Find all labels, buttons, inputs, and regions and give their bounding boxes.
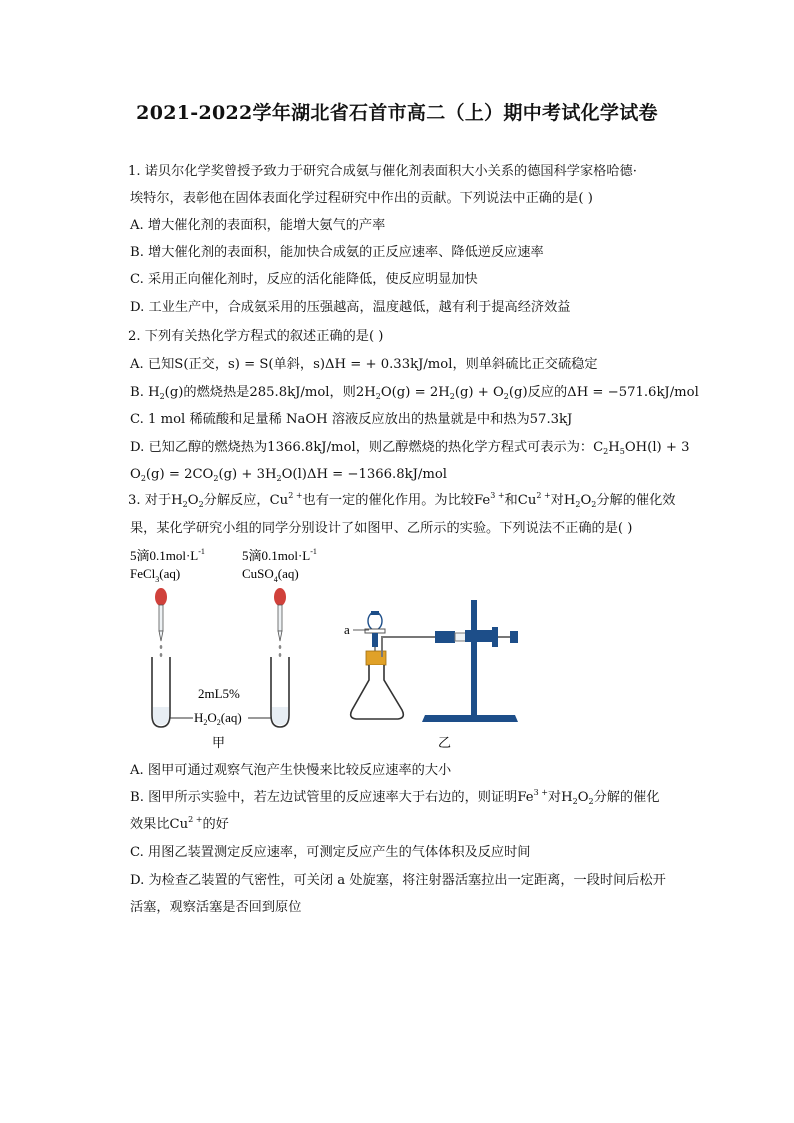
right-drop-label: 5滴$0.1mol\cdot L^{-1}$ <box>242 547 317 563</box>
question-3-option-a: A. 图甲可通过观察气泡产生快慢来比较反应速率的大小 <box>130 763 452 778</box>
question-2-option-c: C. 1 mol 稀硫酸和足量稀 NaOH 溶液反应放出的热量就是中和热为57.3kJ <box>130 412 573 427</box>
right-test-tube <box>271 657 289 727</box>
question-3-option-d-line-2: 活塞，观察活塞是否回到原位 <box>130 900 302 915</box>
left-test-tube <box>152 657 170 727</box>
iron-stand <box>422 600 518 722</box>
question-3-option-b-line-2: 效果比$Cu^{2 +}$的好 <box>130 815 229 832</box>
left-reagent-label: FeCl$_3$(aq) <box>130 566 181 584</box>
exam-title: 2021-2022学年湖北省石首市高二（上）期中考试化学试卷 <box>136 102 658 124</box>
right-dropper <box>274 588 286 657</box>
valve-a-label: a <box>344 622 350 637</box>
question-2-option-d-line-2: $O_2(g) = 2CO_2(g) + 3H_2O(l)\Delta H = -1366.8kJ/mol$ <box>130 467 447 483</box>
question-1-stem-line-1: 1. 诺贝尔化学奖曾授予致力于研究合成氨与催化剂表面积大小关系的德国科学家格哈德· <box>128 164 637 179</box>
figure-jia-caption: 甲 <box>212 735 226 750</box>
question-3-option-c: C. 用图乙装置测定反应速率，可测定反应产生的气体体积及反应时间 <box>130 845 531 860</box>
question-3-option-d-line-1: D. 为检查乙装置的气密性，可关闭 a 处旋塞，将注射器活塞拉出一定距离，一段时间后松开 <box>130 873 666 888</box>
h2o2-concentration-label: 2mL5% <box>198 686 240 701</box>
question-1-option-b: B. 增大催化剂的表面积，能加快合成氨的正反应速率、降低逆反应速率 <box>130 245 544 260</box>
question-3-stem-line-2: 果，某化学研究小组的同学分别设计了如图甲、乙所示的实验。下列说法不正确的是( ) <box>130 521 633 536</box>
h2o2-solution-label: $H_2O_2(aq)$ <box>194 710 242 727</box>
question-2-option-b: B. $H_2(g)$的燃烧热是285.8kJ/mol，则$2H_2O(g) = 2H_2(g) + O_2(g)$反应的ΔH = −571.6kJ/mol <box>130 385 699 401</box>
question-3-stem-line-1: 3. 对于$H_2O_2$分解反应，$Cu^{2 +}$也有一定的催化作用。为比较$Fe^{3 +}$和$Cu^{2 +}$对$H_2O_2$分解的催化效 <box>128 491 676 509</box>
left-drop-label: 5滴$0.1mol\cdot L^{-1}$ <box>130 547 205 563</box>
question-1-stem-line-2: 埃特尔，表彰他在固体表面化学过程研究中作出的贡献。下列说法中正确的是( ) <box>130 191 593 206</box>
question-3-option-b-line-1: B. 图甲所示实验中，若左边试管里的反应速率大于右边的，则证明$Fe^{3 +}$对$H_2O_2$分解的催化 <box>130 788 660 806</box>
question-2-stem: 2. 下列有关热化学方程式的叙述正确的是( ) <box>128 329 384 344</box>
flask-apparatus <box>344 611 435 719</box>
left-dropper <box>155 588 167 657</box>
question-1-option-d: D. 工业生产中，合成氨采用的压强越高，温度越低，越有利于提高经济效益 <box>130 300 571 315</box>
question-2-option-d-line-1: D. 已知乙醇的燃烧热为1366.8kJ/mol，则乙醇燃烧的热化学方程式可表示为：$C_2H_5OH(l) + 3$ <box>130 440 690 456</box>
question-1-option-c: C. 采用正向催化剂时，反应的活化能降低，使反应明显加快 <box>130 272 478 287</box>
figure-yi-caption: 乙 <box>438 735 452 750</box>
question-1-option-a: A. 增大催化剂的表面积，能增大氨气的产率 <box>130 218 386 233</box>
experiment-figure <box>120 545 720 760</box>
right-reagent-label: CuSO$_4$(aq) <box>242 566 299 584</box>
question-2-option-a: A. 已知S(正交，s) = S(单斜，s)ΔH = + 0.33kJ/mol，则单斜硫比正交硫稳定 <box>130 357 598 372</box>
